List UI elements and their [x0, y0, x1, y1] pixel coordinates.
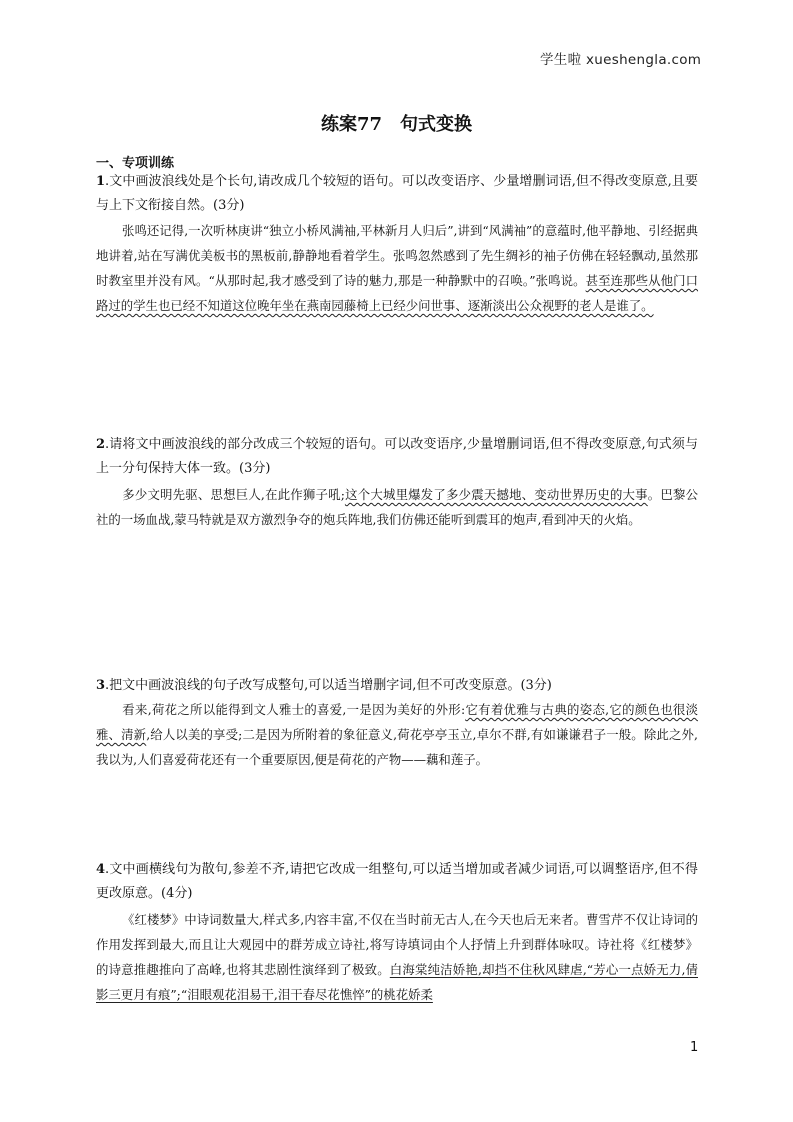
passage-2-wavy-sentence: 这个大城里爆发了多少震天撼地、变动世界历史的大事: [344, 487, 648, 502]
question-3-prompt: [96, 674, 698, 698]
passage-2-text-after: 。巴黎公社的一场血战,蒙马特就是双方激烈争夺的炮兵阵地,我们仿佛还能听到震耳的炮声,看到冲天的火焰。: [96, 487, 699, 527]
passage-3-text-after: ,给人以美的享受;二是因为所附着的象征意义,荷花亭亭玉立,卓尔不群,有如谦谦君子一般。除此之外,我以为,人们喜爱荷花还有一个重要原因,便是荷花的产物——藕和莲子。: [96, 727, 698, 767]
question-1-number: 1: [96, 174, 106, 189]
question-4-prompt: [96, 858, 698, 906]
passage-3-text-before: 看来,荷花之所以能得到文人雅士的喜爱,一是因为美好的外形:: [122, 702, 466, 717]
question-2-prompt: [96, 433, 698, 481]
question-2-passage: [96, 482, 698, 532]
question-1-prompt: [96, 170, 698, 218]
question-2-text: .请将文中画波浪线的部分改成三个较短的语句。可以改变语序,少量增删词语,但不得改变原意,句式须与上一分句保持大体一致。(3分): [96, 437, 698, 476]
question-2-number: 2: [96, 437, 106, 452]
question-3-number: 3: [96, 678, 106, 693]
question-1-passage: [96, 218, 698, 318]
question-4-passage: [96, 907, 698, 1007]
page-number: 1: [690, 1040, 699, 1055]
passage-4-underlined-sentence: 白海棠纯洁娇艳,却挡不住秋风肆虐,“芳心一点娇无力,倩影三更月有痕”;“泪眼观花泪易干,泪干春尽花憔悴”的桃花娇柔: [96, 962, 698, 1002]
question-4-text: .文中画横线句为散句,参差不齐,请把它改成一组整句,可以适当增加或者减少词语,可以调整语序,但不得更改原意。(4分): [96, 862, 698, 901]
section-heading: 一、专项训练: [96, 156, 175, 171]
site-header: 学生啦 xueshengla.com: [540, 52, 702, 68]
passage-3-wavy-sentence: 它有着优雅与古典的姿态,它的颜色也很淡雅、清新: [96, 702, 698, 742]
passage-1-wavy-sentence: 甚至连那些从他门口路过的学生也已经不知道这位晚年坐在燕南园藤椅上已经少问世事、逐渐淡出公众视野的老人是谁了。: [96, 273, 699, 313]
question-4-number: 4: [96, 862, 106, 877]
passage-1-text: 张鸣还记得,一次听林庚讲“独立小桥风满袖,平林新月人归后”,讲到“风满袖”的意蕴时,他平静地、引经据典地讲着,站在写满优美板书的黑板前,静静地看着学生。张鸣忽然感到了先生绸衫的袖子仿佛在轻轻飘动,虽然那时教室里并没有风。“从那时起,我才感受到了诗的魅力,那是一种静默中的召唤。”张鸣说。: [96, 223, 698, 288]
passage-2-text-before: 多少文明先驱、思想巨人,在此作狮子吼;: [122, 487, 345, 502]
page-title: 练案77 句式变换: [320, 114, 473, 135]
passage-4-text-before: 《红楼梦》中诗词数量大,样式多,内容丰富,不仅在当时前无古人,在今天也后无来者。曹雪芹不仅让诗词的作用发挥到最大,而且让大观园中的群芳成立诗社,将写诗填词由个人抒情上升到群体咏叹。诗社将《红楼梦》的诗意推趣推向了高峰,也将其悲剧性演绎到了极致。: [96, 912, 698, 977]
question-1-text: .文中画波浪线处是个长句,请改成几个较短的语句。可以改变语序、少量增删词语,但不得改变原意,且要与上下文衔接自然。(3分): [96, 174, 698, 213]
question-3-text: .把文中画波浪线的句子改写成整句,可以适当增删字词,但不可改变原意。(3分): [105, 678, 552, 693]
question-3-passage: [96, 697, 698, 772]
